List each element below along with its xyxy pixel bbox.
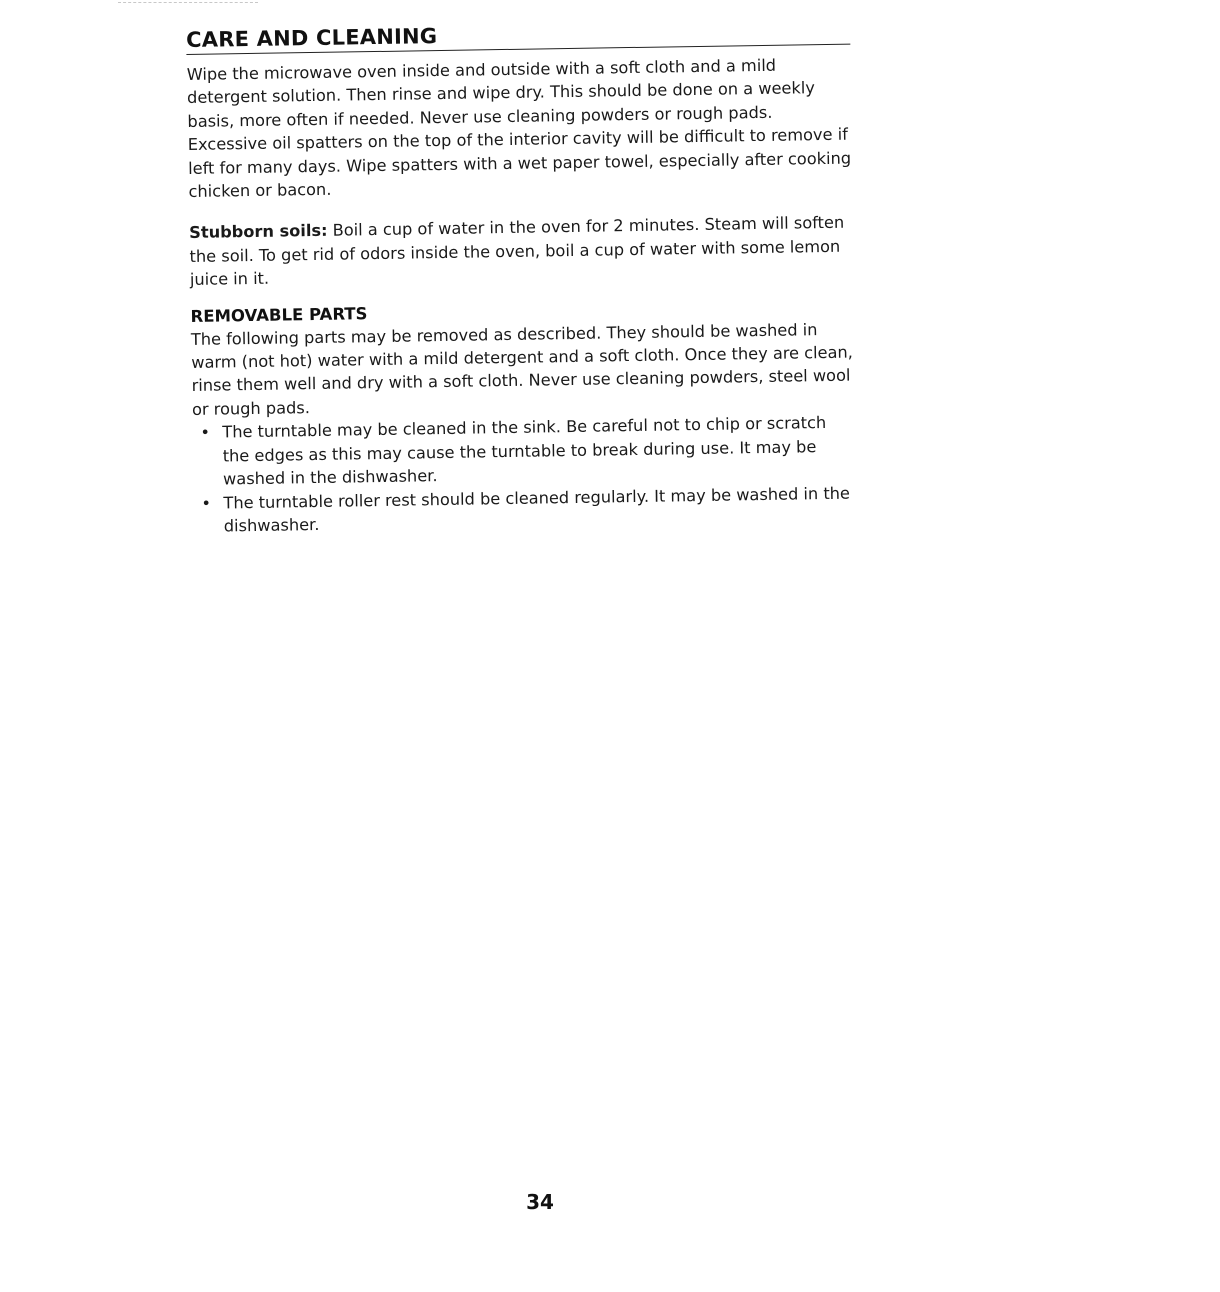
intro-paragraph: Wipe the microwave oven inside and outside with a soft cloth and a mild detergent solution. Then rinse and wipe dry. This should be done on a weekly basis, more often if needed. Never use cleaning powders or rough pads. Excessive oil spatters on the top of the interior cavity will be difficult to remove if left for many days. Wipe spatters with a wet paper towel, especially after cooking chicken or bacon. <box>186 55 852 202</box>
stubborn-soils-paragraph <box>189 211 854 292</box>
removable-parts-list <box>192 411 858 538</box>
list-item <box>193 481 858 538</box>
list-item <box>192 411 857 492</box>
stubborn-soils-label: Stubborn soils: <box>189 221 328 243</box>
scan-artifact <box>118 2 258 5</box>
manual-page <box>186 18 858 539</box>
removable-parts-heading: REMOVABLE PARTS <box>190 303 368 326</box>
list-item-text: The turntable roller rest should be cleaned regularly. It may be washed in the dishwasher. <box>223 483 851 536</box>
list-item-text: The turntable may be cleaned in the sink. Be careful not to chip or scratch the edges as this may cause the turntable to break during use. It may be washed in the dishwasher. <box>222 413 827 489</box>
page-number: 34 <box>526 1190 554 1214</box>
removable-parts-paragraph: The following parts may be removed as described. They should be washed in warm (not hot) water with a mild detergent and a soft cloth. Once they are clean, rinse them well and dry with a soft cloth. Never use cleaning powders, steel wool or rough pads. <box>190 319 854 419</box>
bullet-icon: • <box>201 493 212 513</box>
section-title: CARE AND CLEANING <box>186 18 850 55</box>
bullet-icon: • <box>200 422 211 443</box>
stubborn-soils-text: Boil a cup of water in the oven for 2 minutes. Steam will soften the soil. To get rid of odors inside the oven, boil a cup of water with some lemon juice in it. <box>189 213 845 290</box>
